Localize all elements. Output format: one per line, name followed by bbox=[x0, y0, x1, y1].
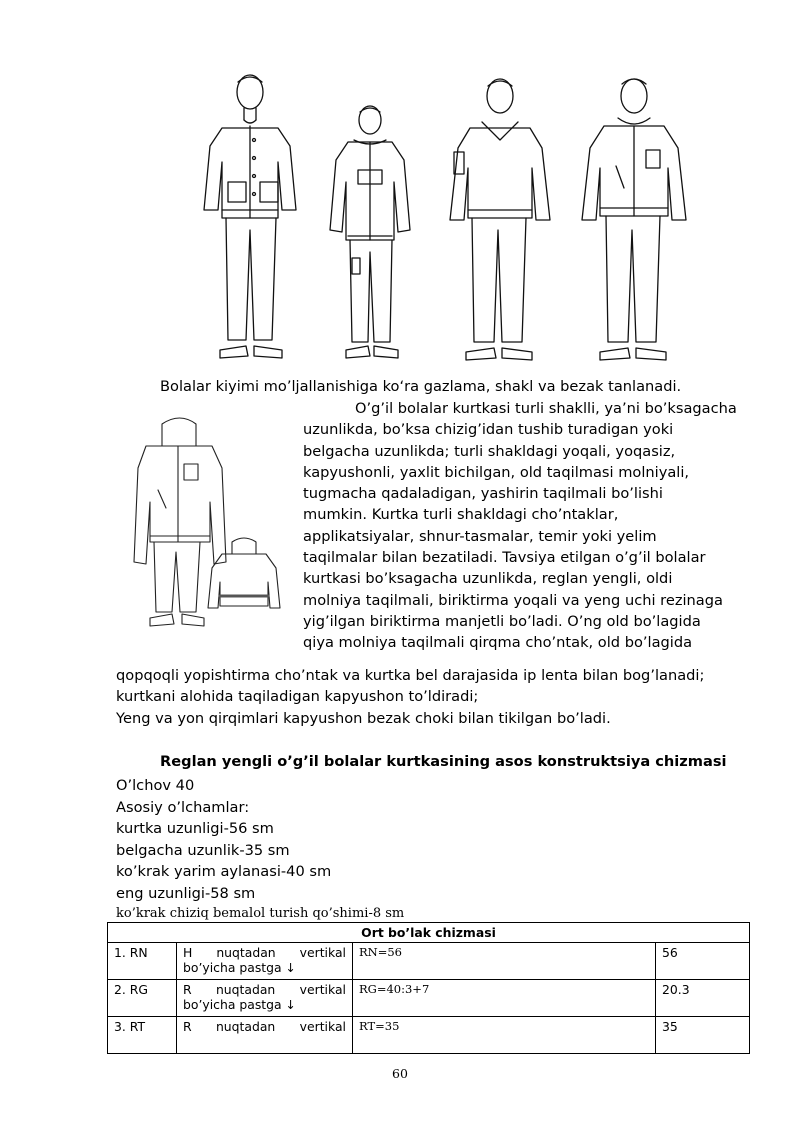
desc-word: H bbox=[183, 945, 193, 960]
row-description bbox=[177, 943, 353, 980]
table-row bbox=[108, 980, 750, 1017]
table-row bbox=[108, 1017, 750, 1054]
row-number: 1. RN bbox=[108, 943, 177, 980]
paragraph-line: kurtkasi bo’ksagacha uzunlikda, reglan yengli, oldi bbox=[303, 570, 673, 588]
figure-4-drawing bbox=[582, 79, 686, 360]
paragraph-line: molniya taqilmali, biriktirma yoqali va yeng uchi rezinaga bbox=[303, 591, 723, 609]
jacket-models-illustration bbox=[198, 70, 698, 375]
paragraph-line: qiya molniya taqilmali qirqma cho’ntak, old bo’lagida bbox=[303, 634, 693, 652]
figure-caption: Bolalar kiyimi mo’ljallanishiga ko‘ra gazlama, shakl va bezak tanlanadi. bbox=[160, 378, 682, 395]
table-row bbox=[108, 943, 750, 980]
row-value: 20.3 bbox=[656, 980, 750, 1017]
paragraph-line: taqilmalar bilan bezatiladi. Tavsiya etilgan o’g’il bolalar bbox=[303, 549, 706, 567]
row-formula: RN=56 bbox=[353, 943, 656, 980]
measurement-item: O’lchov 40 bbox=[116, 777, 195, 794]
paragraph-line: tugmacha qadaladigan, yashirin taqilmali bo’lishi bbox=[303, 485, 663, 503]
paragraph-line: qopqoqli yopishtirma cho’ntak va kurtka bel darajasida ip lenta bilan bog’lanadi; bbox=[116, 667, 705, 684]
row-formula: RG=40:3+7 bbox=[353, 980, 656, 1017]
ease-allowance-line: ko’krak chiziq bemalol turish qo’shimi-8 sm bbox=[116, 906, 405, 921]
row-number: 2. RG bbox=[108, 980, 177, 1017]
desc-word: vertikal bbox=[299, 945, 346, 960]
jacket-description-paragraph bbox=[303, 398, 742, 654]
measurement-item: kurtka uzunligi-56 sm bbox=[116, 820, 274, 838]
desc-word: vertikal bbox=[299, 1019, 346, 1034]
paragraph-line: Yeng va yon qirqimlari kapyushon bezak choki bilan tikilgan bo’ladi. bbox=[116, 709, 611, 727]
paragraph-line: uzunlikda, bo’ksa chizig’idan tushib turadigan yoki bbox=[303, 421, 674, 439]
row-value: 56 bbox=[656, 943, 750, 980]
row-description bbox=[177, 1017, 353, 1054]
row-description bbox=[177, 980, 353, 1017]
paragraph-line: yig’ilgan biriktirma manjetli bo’ladi. O’ng old bo’lagida bbox=[303, 612, 701, 630]
measurement-item: eng uzunligi-58 sm bbox=[116, 884, 256, 902]
paragraph-line: applikatsiyalar, shnur-tasmalar, temir yoki yelim bbox=[303, 527, 657, 545]
paragraph-line: kapyushonli, yaxlit bichilgan, old taqilmasi molniyali, bbox=[303, 463, 690, 481]
paragraph-line: O’g’il bolalar kurtkasi turli shaklli, ya’ni bo’ksagacha bbox=[355, 400, 737, 417]
description-continuation bbox=[116, 665, 756, 729]
desc-word: nuqtadan bbox=[215, 982, 276, 997]
figure-3-drawing bbox=[450, 79, 550, 360]
row-value: 35 bbox=[656, 1017, 750, 1054]
paragraph-line: mumkin. Kurtka turli shakldagi cho’ntaklar, bbox=[303, 506, 619, 524]
measurements-list bbox=[116, 775, 331, 905]
measurement-item: belgacha uzunlik-35 sm bbox=[116, 841, 290, 859]
desc-line-2: bo’yicha pastga ↓ bbox=[183, 960, 296, 975]
measurement-item: Asosiy o’lchamlar: bbox=[116, 798, 250, 816]
desc-word: R bbox=[183, 982, 192, 997]
figure-2-drawing bbox=[330, 106, 410, 358]
figure-1-drawing bbox=[204, 75, 296, 358]
paragraph-line: belgacha uzunlikda; turli shakldagi yoqali, yoqasiz, bbox=[303, 442, 676, 460]
desc-word: vertikal bbox=[299, 982, 346, 997]
recommended-jacket-illustration bbox=[130, 412, 300, 637]
paragraph-line: kurtkani alohida taqiladigan kapyushon to’ldiradi; bbox=[116, 688, 479, 706]
section-heading: Reglan yengli o’g’il bolalar kurtkasining asos konstruktsiya chizmasi bbox=[160, 753, 727, 770]
measurement-item: ko’krak yarim aylanasi-40 sm bbox=[116, 863, 332, 881]
desc-line-2: bo’yicha pastga ↓ bbox=[183, 997, 296, 1012]
row-number: 3. RT bbox=[108, 1017, 177, 1054]
table-header: Ort bo’lak chizmasi bbox=[108, 923, 750, 943]
desc-word: nuqtadan bbox=[216, 945, 276, 960]
desc-word: R bbox=[183, 1019, 192, 1034]
row-formula: RT=35 bbox=[353, 1017, 656, 1054]
page-number: 60 bbox=[392, 1066, 408, 1081]
desc-word: nuqtadan bbox=[215, 1019, 276, 1034]
back-piece-calculation-table bbox=[107, 922, 750, 1054]
